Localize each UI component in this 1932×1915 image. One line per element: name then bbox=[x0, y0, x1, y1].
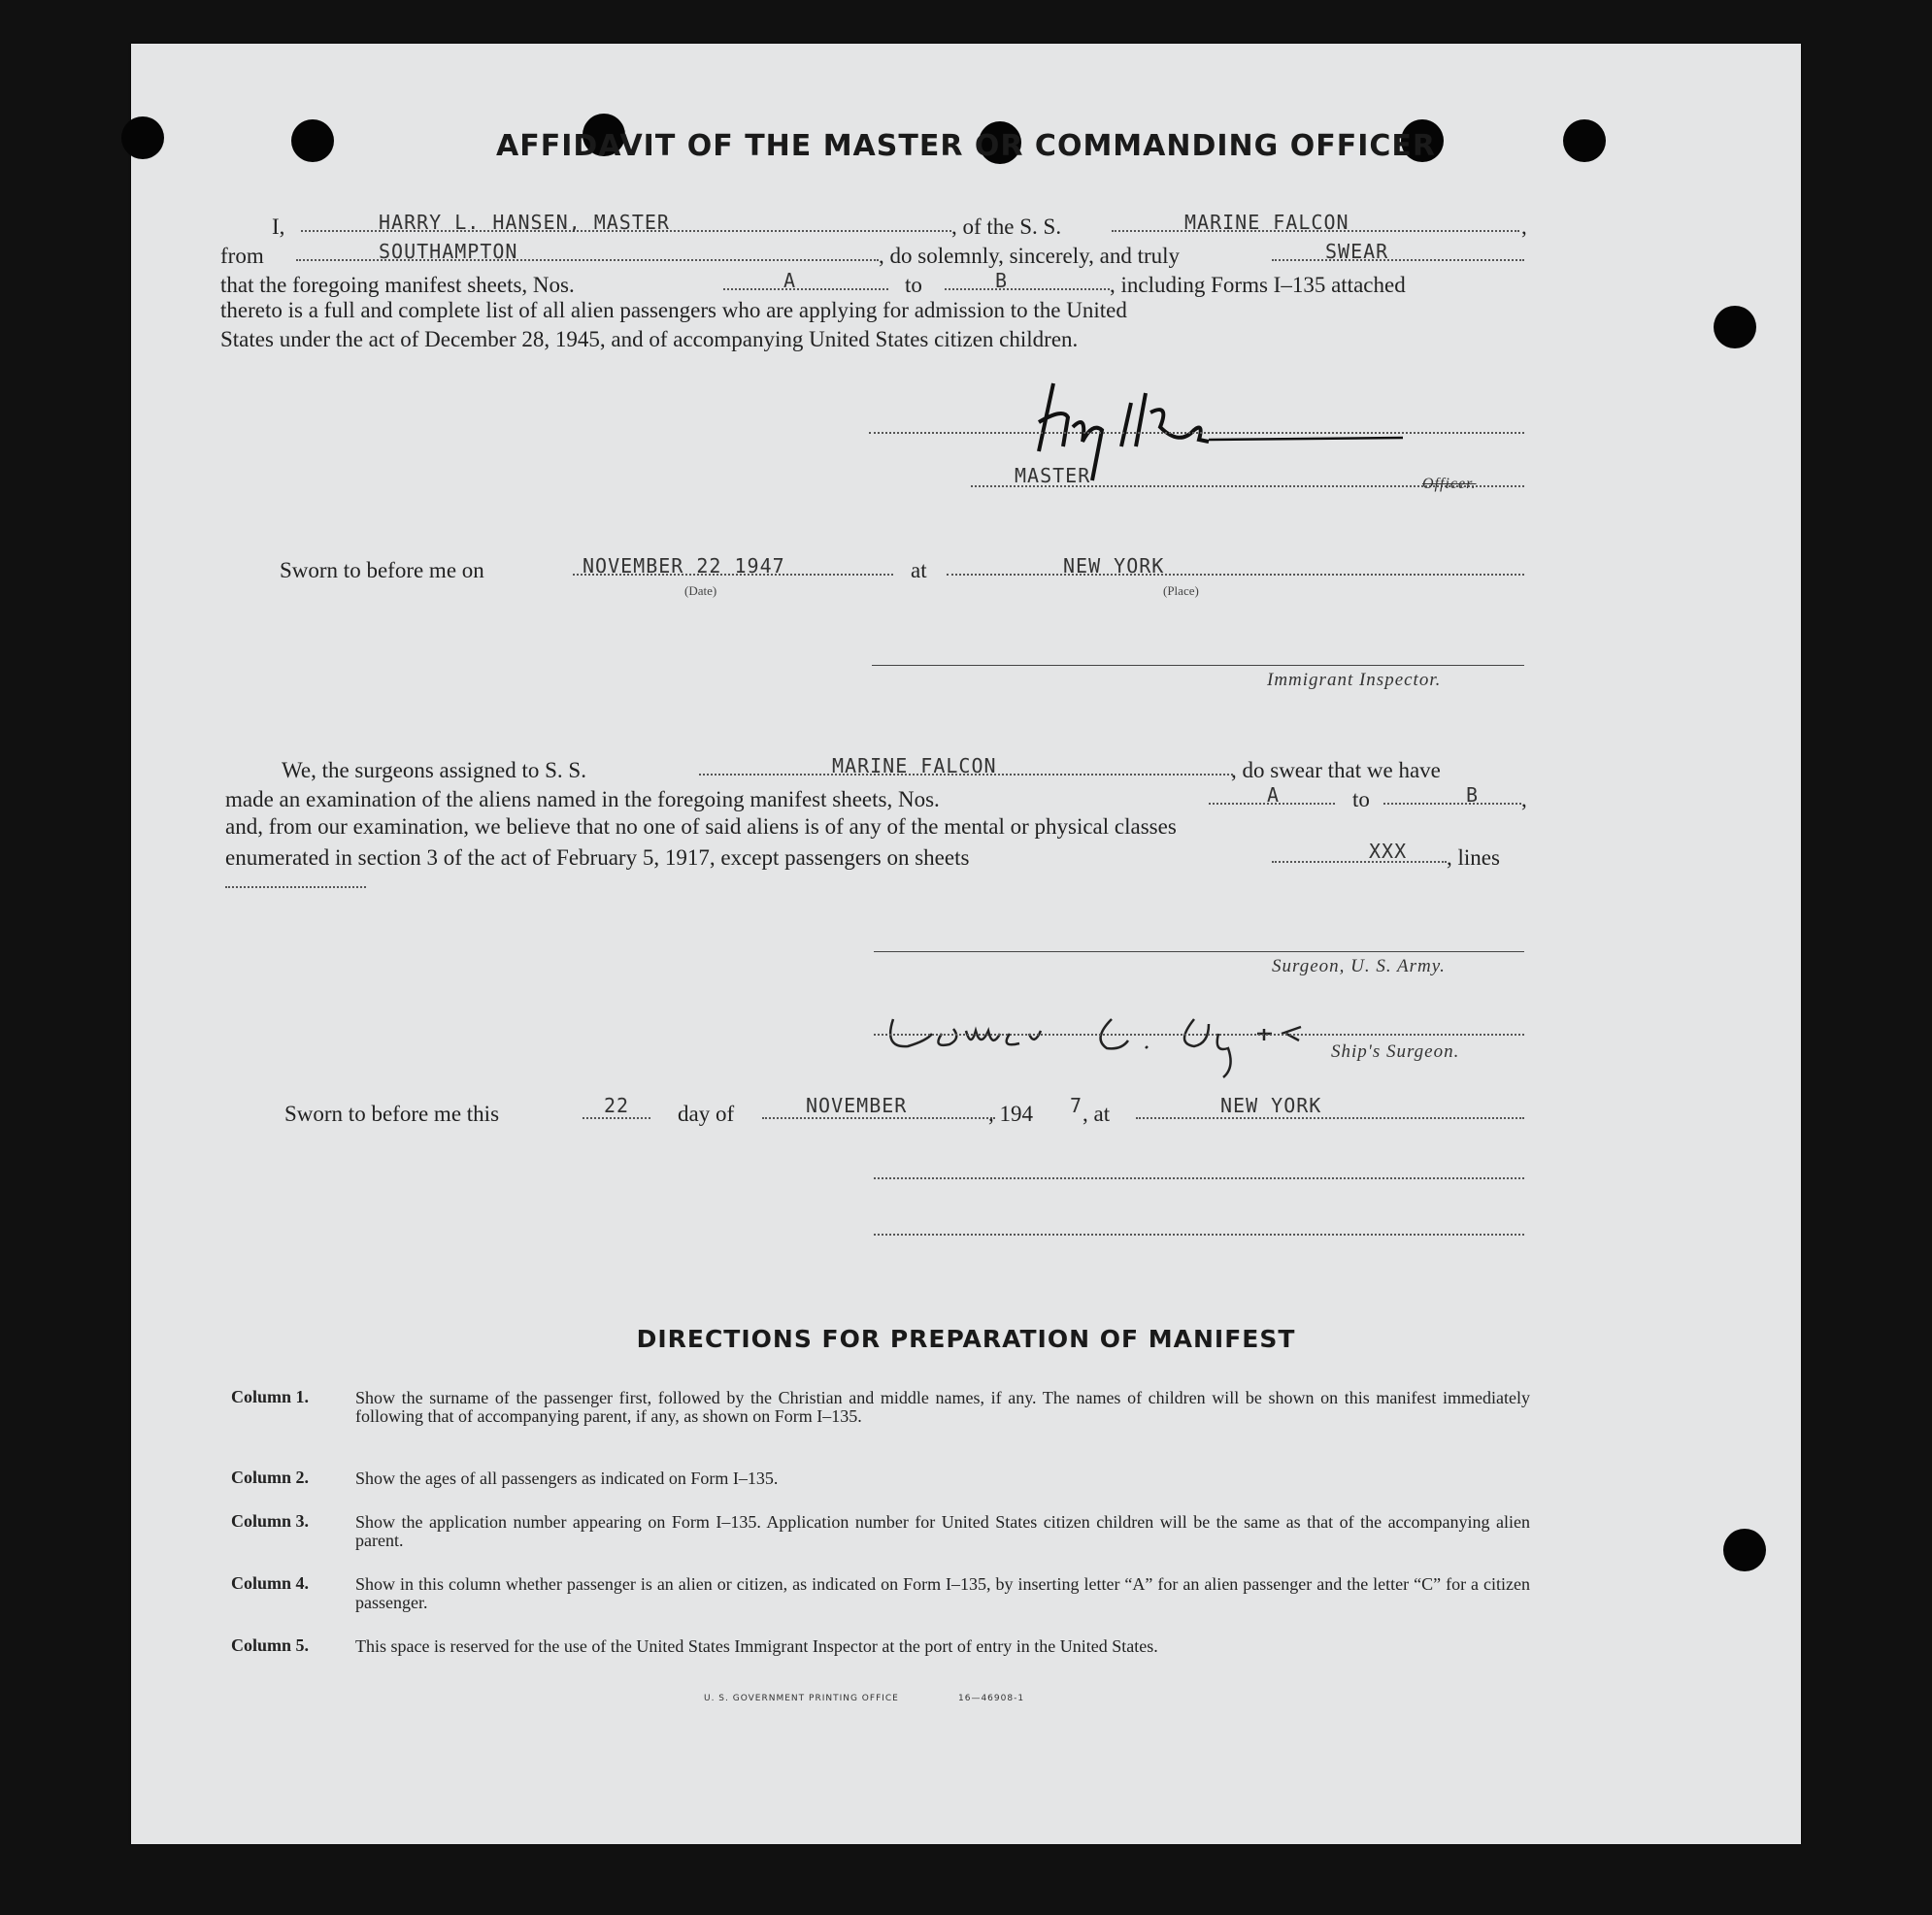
month-field: NOVEMBER bbox=[806, 1094, 908, 1117]
inspector-signature-line bbox=[872, 665, 1524, 666]
officer-signature-line-1 bbox=[874, 1177, 1524, 1179]
surgeons-line-3: and, from our examination, we believe that no one of said aliens is of any of the mental or physical classes bbox=[225, 814, 1177, 839]
sheet-to-field: B bbox=[995, 269, 1009, 292]
sworn-date-field: NOVEMBER 22 1947 bbox=[583, 554, 785, 578]
direction-2-text: Show the ages of all passengers as indicated on Form I–135. bbox=[355, 1469, 779, 1488]
sworn-place-line bbox=[947, 574, 1524, 576]
sheet-from-field: A bbox=[783, 269, 797, 292]
including-text: , including Forms I–135 attached bbox=[1110, 273, 1406, 297]
lines-label: , lines bbox=[1447, 845, 1500, 870]
solemnly-text: , do solemnly, sincerely, and truly bbox=[879, 244, 1181, 268]
sworn2-place-field: NEW YORK bbox=[1220, 1094, 1322, 1117]
direction-4-text: Show in this column whether passenger is an alien or citizen, as indicated on Form I–135, by inserting letter “A” for an alien passenger and the letter “C” for a citizen passenger. bbox=[355, 1574, 1530, 1612]
year-digit-field: 7 bbox=[1070, 1094, 1083, 1117]
direction-1-label: Column 1. bbox=[231, 1387, 310, 1406]
except-sheets-line bbox=[1272, 861, 1447, 863]
comma: , bbox=[1521, 215, 1527, 239]
place-caption: (Place) bbox=[1163, 583, 1199, 598]
day-of-label: day of bbox=[678, 1102, 735, 1126]
master-signature-line bbox=[869, 432, 1524, 434]
sworn-label-1: Sworn to before me on bbox=[280, 558, 484, 582]
direction-3-text: Show the application number appearing on Form I–135. Application number for United States citizen children will be the same as that of the accompanying alien parent. bbox=[355, 1512, 1530, 1550]
date-caption: (Date) bbox=[684, 583, 717, 598]
master-signature bbox=[1024, 354, 1529, 490]
surgeons-ship-field: MARINE FALCON bbox=[832, 754, 997, 777]
at-label-2: , at bbox=[1083, 1102, 1111, 1126]
month-line bbox=[762, 1117, 995, 1119]
oath-field: SWEAR bbox=[1325, 240, 1389, 263]
at-label-1: at bbox=[911, 558, 927, 582]
surgeons-to-field: B bbox=[1466, 783, 1480, 807]
form-number: 16—46908-1 bbox=[958, 1694, 1025, 1703]
affidavit-line-4: thereto is a full and complete list of all alien passengers who are applying for admission to the United bbox=[220, 298, 1127, 322]
affidavit-line-5: States under the act of December 28, 1945, and of accompanying United States citizen children. bbox=[220, 327, 1079, 351]
surgeons-line-2: made an examination of the aliens named in the foregoing manifest sheets, Nos. bbox=[225, 787, 940, 811]
surgeons-line-1b: , do swear that we have bbox=[1231, 758, 1441, 782]
i-label: I, bbox=[272, 215, 285, 239]
officer-signature-line-2 bbox=[874, 1234, 1524, 1236]
day-field: 22 bbox=[604, 1094, 630, 1117]
direction-4-label: Column 4. bbox=[231, 1573, 310, 1593]
master-name-field: HARRY L. HANSEN, MASTER bbox=[379, 211, 670, 234]
inspector-caption: Immigrant Inspector. bbox=[1267, 670, 1442, 690]
year-prefix: , 194 bbox=[988, 1102, 1033, 1126]
master-title-typed: MASTER bbox=[1015, 464, 1091, 487]
to-label: to bbox=[905, 273, 922, 297]
directions-title: DIRECTIONS FOR PREPARATION OF MANIFEST bbox=[636, 1325, 1296, 1353]
direction-5-label: Column 5. bbox=[231, 1635, 310, 1655]
master-title-printed: Officer. bbox=[1422, 476, 1477, 492]
punch-hole-icon bbox=[1714, 306, 1756, 348]
of-the-ss-label: , of the S. S. bbox=[951, 215, 1062, 239]
surgeons-line-1a: We, the surgeons assigned to S. S. bbox=[282, 758, 586, 782]
sworn-label-2: Sworn to before me this bbox=[284, 1102, 500, 1126]
affidavit-document bbox=[131, 44, 1801, 1844]
surgeons-from-field: A bbox=[1267, 783, 1281, 807]
except-lines-line bbox=[225, 886, 366, 888]
army-surgeon-caption: Surgeon, U. S. Army. bbox=[1272, 956, 1446, 976]
direction-5-text: This space is reserved for the use of the United States Immigrant Inspector at the port of entry in the United States. bbox=[355, 1636, 1158, 1656]
surgeons-to-label: to bbox=[1352, 787, 1370, 811]
sheet-to-line bbox=[945, 288, 1110, 290]
comma: , bbox=[1521, 787, 1527, 811]
port-field: SOUTHAMPTON bbox=[379, 240, 518, 263]
direction-2-label: Column 2. bbox=[231, 1468, 310, 1487]
from-label: from bbox=[220, 244, 264, 268]
sworn-place-field: NEW YORK bbox=[1063, 554, 1165, 578]
oath-line bbox=[1272, 259, 1524, 261]
manifest-sheets-text: that the foregoing manifest sheets, Nos. bbox=[220, 273, 575, 297]
punch-hole-icon bbox=[1723, 1529, 1766, 1571]
direction-1-text: Show the surname of the passenger first, followed by the Christian and middle names, if any. The names of children will be shown on this manifest immediately following that of accompanying parent, if any, as shown on Form I–135. bbox=[355, 1388, 1530, 1426]
sheet-from-line bbox=[723, 288, 888, 290]
direction-3-label: Column 3. bbox=[231, 1511, 310, 1531]
day-line bbox=[583, 1117, 650, 1119]
surgeons-line-4: enumerated in section 3 of the act of February 5, 1917, except passengers on sheets bbox=[225, 845, 970, 870]
page-title: AFFIDAVIT OF THE MASTER OR COMMANDING OFFICER bbox=[496, 129, 1436, 163]
ships-surgeon-caption: Ship's Surgeon. bbox=[1331, 1041, 1460, 1062]
sworn2-place-line bbox=[1136, 1117, 1524, 1119]
surgeons-to-line bbox=[1383, 803, 1521, 805]
ships-surgeon-signature-line bbox=[874, 1034, 1524, 1036]
printer-imprint: U. S. GOVERNMENT PRINTING OFFICE bbox=[704, 1694, 899, 1703]
except-sheets-field: XXX bbox=[1369, 840, 1408, 863]
ship-name-field: MARINE FALCON bbox=[1184, 211, 1349, 234]
army-surgeon-signature-line bbox=[874, 951, 1524, 952]
